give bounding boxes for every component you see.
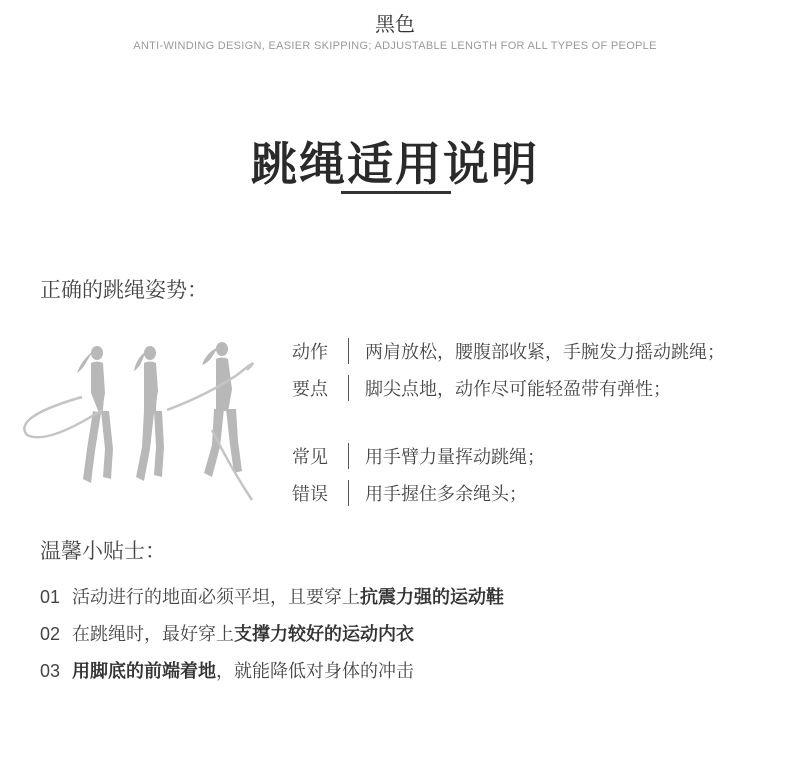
key-points-text-1: 两肩放松，腰腹部收紧，手腕发力摇动跳绳； — [365, 341, 725, 363]
tip-text-suffix: ，就能降低对身体的冲击 — [216, 661, 415, 682]
tip-item — [40, 657, 414, 683]
page-title: 跳绳适用说明 — [251, 137, 539, 191]
tips-heading: 温馨小贴士： — [40, 539, 166, 563]
tip-item — [40, 620, 414, 646]
tip-number: 01 — [40, 587, 61, 607]
tip-emphasis: 用脚底的前端着地 — [72, 661, 217, 682]
key-points-row-2 — [292, 369, 725, 406]
divider — [348, 480, 349, 506]
key-points-text-2: 脚尖点地，动作尽可能轻盈带有弹性； — [365, 378, 671, 400]
figure-2 — [134, 346, 164, 481]
divider — [348, 375, 349, 401]
key-points-row-1 — [292, 332, 725, 369]
divider — [348, 338, 349, 364]
key-points-label-1: 动作 — [292, 341, 328, 363]
tip-emphasis: 支撑力较好的运动内衣 — [234, 624, 415, 645]
tip-text: 活动进行的地面必须平坦，且要穿上 — [72, 587, 361, 608]
posture-heading: 正确的跳绳姿势： — [40, 278, 208, 302]
common-errors-label-1: 常见 — [292, 446, 328, 468]
common-errors-text-1: 用手臂力量挥动跳绳； — [365, 446, 545, 468]
divider — [348, 443, 349, 469]
key-points-group — [292, 332, 725, 406]
key-points-label-2: 要点 — [292, 378, 328, 400]
common-errors-row-1 — [292, 437, 545, 474]
tip-number: 03 — [40, 661, 61, 681]
tip-number: 02 — [40, 624, 61, 644]
common-errors-label-2: 错误 — [292, 483, 328, 505]
jump-rope-illustration — [22, 335, 272, 505]
common-errors-row-2 — [292, 474, 545, 511]
color-name: 黑色 — [375, 12, 415, 36]
tip-emphasis: 抗震力强的运动鞋 — [360, 587, 505, 608]
common-errors-group — [292, 437, 545, 511]
common-errors-text-2: 用手握住多余绳头； — [365, 483, 527, 505]
figure-3 — [202, 342, 242, 477]
tip-text: 在跳绳时，最好穿上 — [72, 624, 235, 645]
tip-item — [40, 583, 504, 609]
subtitle: ANTI-WINDING DESIGN, EASIER SKIPPING; ADJUSTABLE LENGTH FOR ALL TYPES OF PEOPLE — [133, 40, 657, 52]
title-underline — [341, 191, 451, 194]
